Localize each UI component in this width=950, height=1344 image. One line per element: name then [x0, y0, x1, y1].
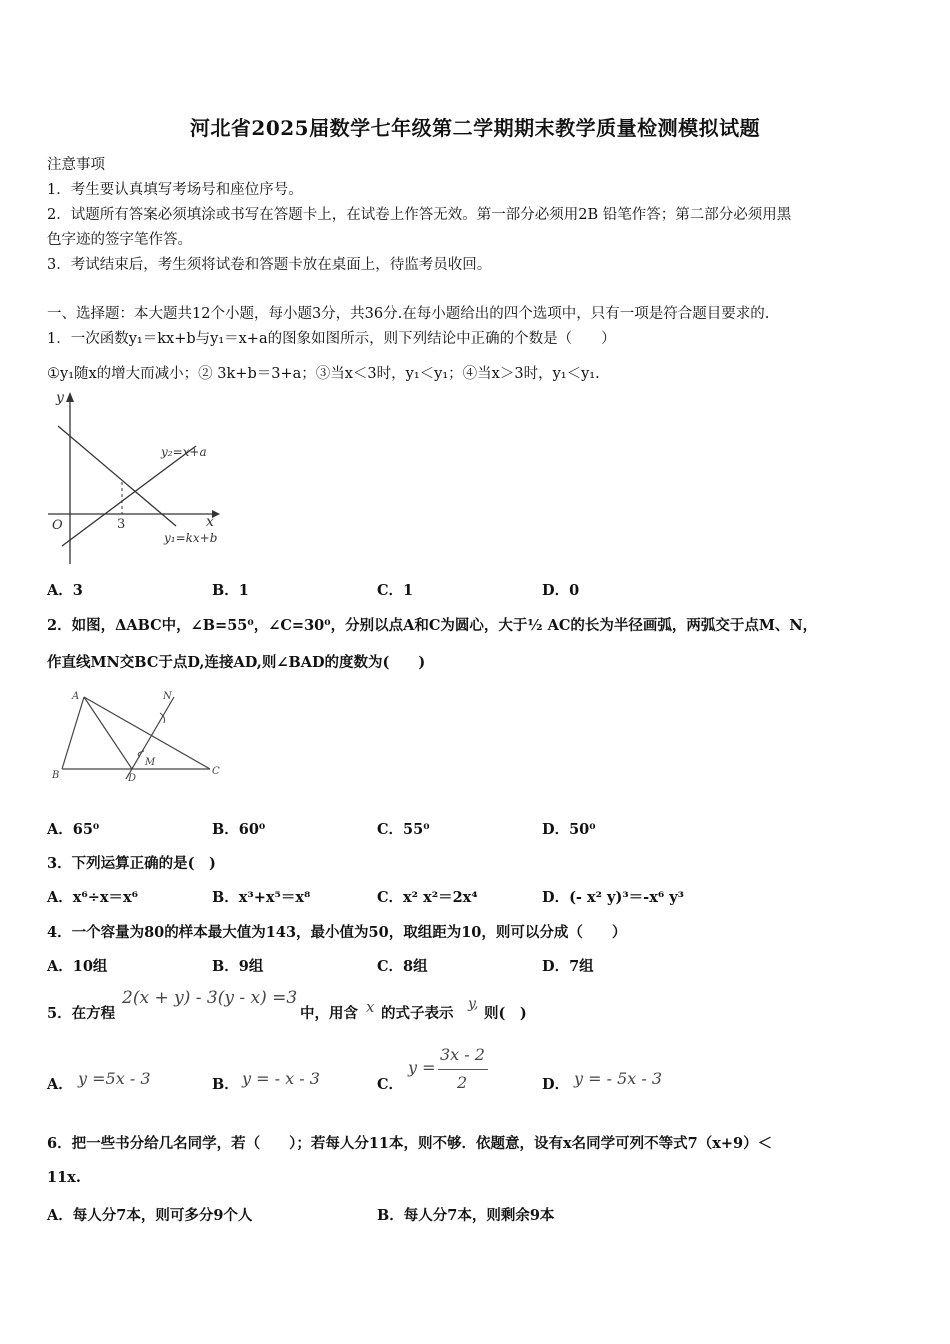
q5-option-a-expr: y =5x - 3: [78, 1069, 151, 1088]
q5-option-d-expr: y = - 5x - 3: [574, 1069, 663, 1088]
q5-option-c-denominator: 2: [457, 1073, 468, 1092]
line-y1-label: y₁=kx+b: [164, 531, 218, 545]
fraction-bar: [438, 1069, 488, 1070]
q5-option-b-expr: y = - x - 3: [242, 1069, 320, 1088]
segment-ad: [84, 697, 132, 769]
q2-option-a: A．65⁰: [47, 821, 100, 838]
q5-var-x: x: [366, 998, 375, 1016]
label-d: D: [128, 773, 137, 784]
label-n: N: [163, 691, 172, 702]
label-c: C: [212, 766, 220, 777]
tick-label: 3: [117, 517, 126, 532]
q5-stem-mid: 中，用含: [300, 1005, 358, 1022]
q3-option-d: D．(- x² y)³＝-x⁶ y³: [542, 889, 685, 906]
q5-stem-mid2: 的式子表示: [381, 1005, 454, 1022]
q5-option-d-label: D．: [542, 1076, 570, 1093]
line-y1: [58, 426, 176, 526]
q1-conditions: ①y₁随x的增大而减小；② 3k+b＝3+a；③当x＜3时，y₁＜y₁；④当x＞3时，y₁＜y₁.: [47, 366, 600, 382]
q5-equation: 2(x + y) - 3(y - x) =3: [122, 988, 298, 1008]
q4-option-b: B．9组: [212, 958, 264, 975]
y-axis-label: y: [56, 390, 64, 406]
q3-option-b: B．x³+x⁵＝x⁸: [212, 889, 311, 906]
q5-option-a-label: A．: [47, 1076, 73, 1093]
q5-stem-suffix: 则( ): [484, 1005, 527, 1022]
y-axis-arrow: [66, 392, 74, 402]
q4-option-a: A．10组: [47, 958, 108, 975]
q6-stem-continued: 11x.: [47, 1169, 81, 1186]
origin-label: O: [52, 518, 63, 533]
q2-stem: 2．如图，ΔABC中，∠B=55⁰，∠C=30⁰，分别以点A和C为圆心，大于½ AC的长为半径画弧，两弧交于点M、N，: [47, 617, 818, 634]
q1-option-c: C．1: [377, 582, 414, 599]
line-y2-label: y₂=x+a: [161, 445, 207, 459]
q3-option-a: A．x⁶÷x＝x⁶: [47, 889, 139, 906]
segment-ab: [62, 697, 84, 769]
notice-item: 3．考试结束后，考生须将试卷和答题卡放在桌面上，待监考员收回。: [47, 257, 492, 273]
q5-option-c-label: C．: [377, 1076, 404, 1093]
q3-stem: 3．下列运算正确的是( ): [47, 855, 216, 872]
q3-option-c: C．x² x²＝2x⁴: [377, 889, 478, 906]
section-heading: 一、选择题：本大题共12个小题，每小题3分，共36分.在每小题给出的四个选项中，只有一项是符合题目要求的.: [47, 306, 770, 322]
q1-option-b: B．1: [212, 582, 249, 599]
notice-item: 2．试题所有答案必须填涂或书写在答题卡上，在试卷上作答无效。第一部分必须用2B 铅笔作答；第二部分必须用黑: [47, 207, 792, 223]
q6-stem: 6．把一些书分给几名同学，若（ ）；若每人分11本，则不够．依题意，设有x名同学可列不等式7（x+9）＜: [47, 1135, 773, 1152]
page-title: 河北省2025届数学七年级第二学期期末教学质量检测模拟试题: [189, 116, 761, 140]
q6-option-a: A．每人分7本，则可多分9个人: [47, 1207, 253, 1224]
notice-item: 1．考生要认真填写考场号和座位序号。: [47, 182, 303, 198]
q2-option-c: C．55⁰: [377, 821, 430, 838]
label-m: M: [145, 757, 156, 768]
q1-graph: [44, 386, 234, 566]
q6-option-b: B．每人分7本，则剩余9本: [377, 1207, 555, 1224]
label-b: B: [52, 770, 60, 781]
q5-option-c-numerator: 3x - 2: [440, 1045, 485, 1064]
q1-option-a: A．3: [47, 582, 83, 599]
label-a: A: [72, 691, 80, 702]
q5-option-b-label: B．: [212, 1076, 239, 1093]
q5-var-y: y,: [468, 996, 479, 1012]
notice-item: 色字迹的签字笔作答。: [47, 232, 192, 248]
q2-figure: [50, 685, 230, 785]
notice-heading: 注意事项: [47, 157, 105, 173]
q1-stem: 1．一次函数y₁＝kx+b与y₁＝x+a的图象如图所示，则下列结论中正确的个数是（ ）: [47, 331, 616, 347]
q5-stem-prefix: 5．在方程: [47, 1005, 116, 1022]
q4-option-c: C．8组: [377, 958, 428, 975]
q4-option-d: D．7组: [542, 958, 594, 975]
q2-stem-continued: 作直线MN交BC于点D,连接AD,则∠BAD的度数为( ): [47, 654, 426, 671]
q4-stem: 4．一个容量为80的样本最大值为143，最小值为50，取组距为10，则可以分成（ ）: [47, 924, 627, 941]
x-axis-label: x: [206, 514, 214, 530]
q2-option-b: B．60⁰: [212, 821, 266, 838]
q5-option-c-prefix: y =: [408, 1058, 436, 1077]
q1-option-d: D．0: [542, 582, 580, 599]
q2-option-d: D．50⁰: [542, 821, 596, 838]
